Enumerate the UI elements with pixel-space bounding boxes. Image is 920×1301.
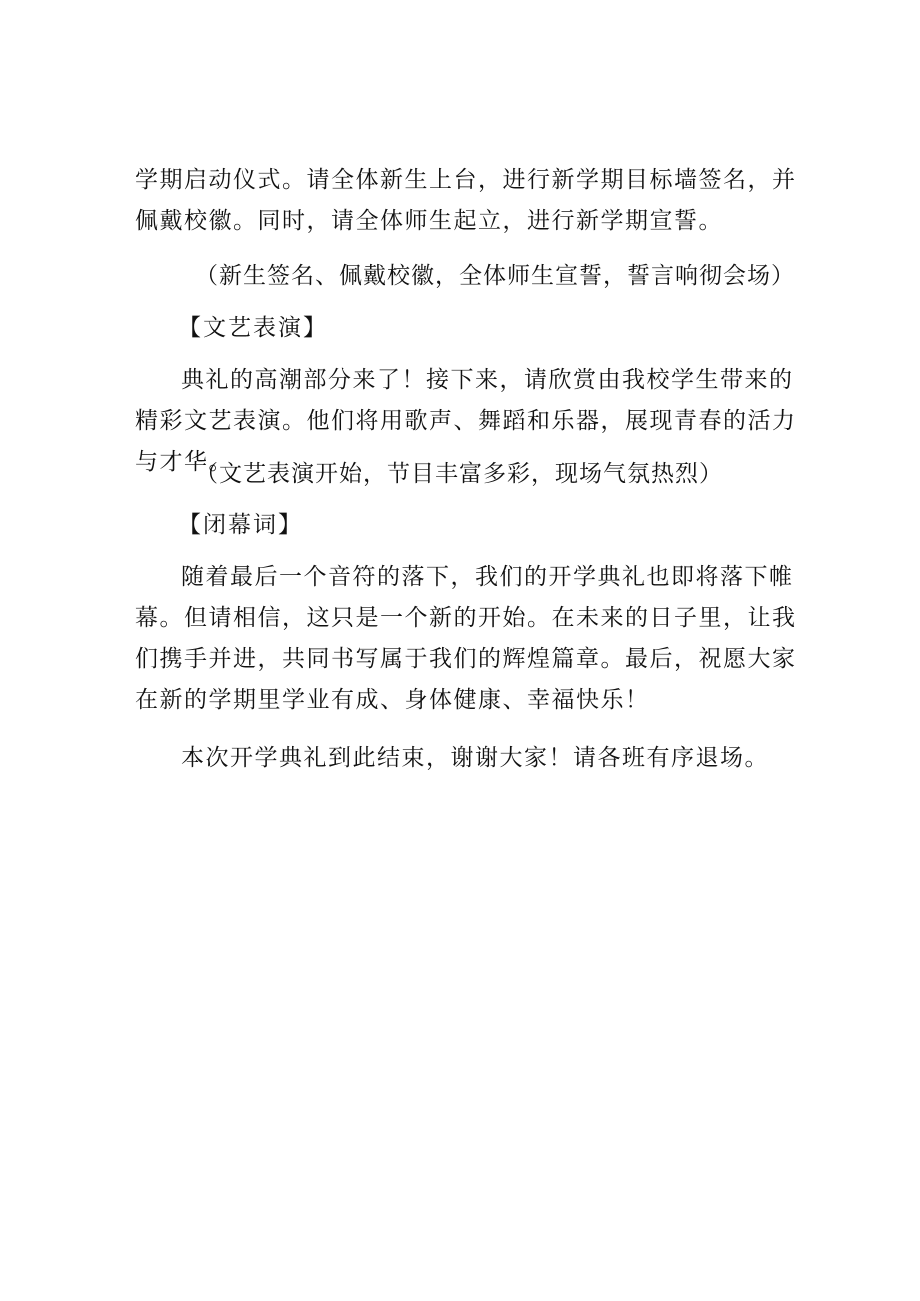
stage-note-oath: （新生签名、佩戴校徽，全体师生宣誓，誓言响彻会场） — [195, 263, 795, 289]
paragraph-closing: 随着最后一个音符的落下，我们的开学典礼也即将落下帷幕。但请相信，这只是一个新的开始。在未来的日子里，让我们携手并进，共同书写属于我们的辉煌篇章。最后，祝愿大家在新的学期里学业有成、身体健康、幸福快乐！ — [135, 564, 797, 713]
section-heading-performance: 【文艺表演】 — [178, 315, 328, 341]
paragraph-opening-ceremony: 学期启动仪式。请全体新生上台，进行新学期目标墙签名，并佩戴校徽。同时，请全体师生起立，进行新学期宣誓。 — [135, 167, 797, 234]
paragraph-performance: 典礼的高潮部分来了！接下来，请欣赏由我校学生带来的精彩文艺表演。他们将用歌声、舞蹈和乐器，展现青春的活力与才华。 — [135, 367, 797, 475]
stage-note-performance: （文艺表演开始，节目丰富多彩，现场气氛热烈） — [195, 461, 723, 487]
section-heading-closing: 【闭幕词】 — [178, 512, 303, 538]
paragraph-end: 本次开学典礼到此结束，谢谢大家！请各班有序退场。 — [181, 745, 769, 771]
